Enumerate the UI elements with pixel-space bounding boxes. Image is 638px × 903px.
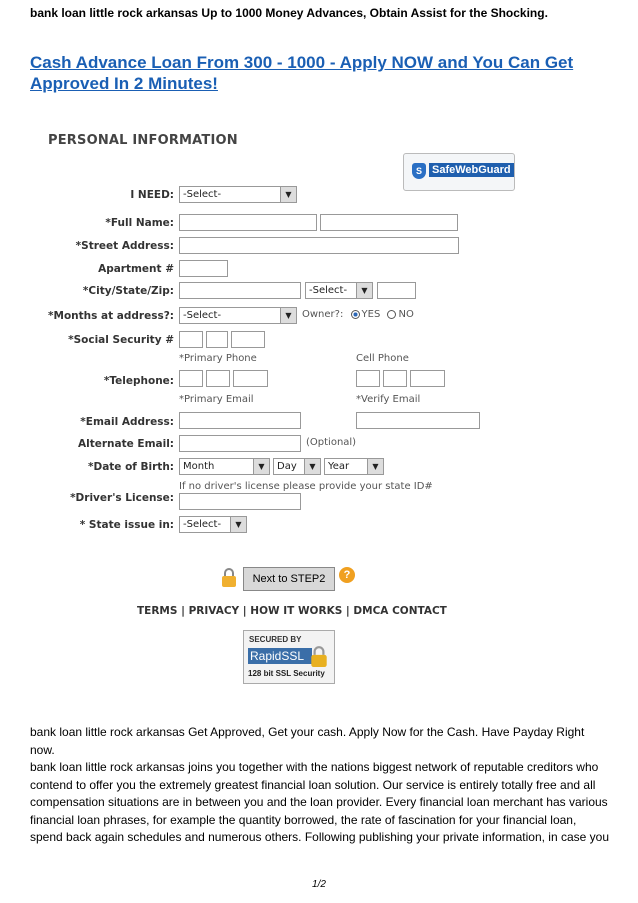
ssl-strength: 128 bit SSL Security [248,669,325,678]
optional-hint: (Optional) [306,437,357,448]
city-input[interactable] [179,282,301,299]
need-select-value: -Select- [183,189,222,200]
ssn-part3-input[interactable] [231,331,265,348]
safewebguard-badge [403,153,515,191]
headline-link[interactable]: Cash Advance Loan From 300 - 1000 - Apply NOW and You Can Get Approved In 2 Minutes! [30,53,574,93]
owner-group [302,309,414,320]
phone-line-input[interactable] [233,370,268,387]
owner-no-label: NO [398,309,414,320]
cell-prefix-input[interactable] [383,370,407,387]
phone-prefix-input[interactable] [206,370,230,387]
street-input[interactable] [179,237,459,254]
terms-link[interactable]: TERMS [137,605,178,617]
chevron-down-icon: ▼ [356,283,372,298]
apartment-label: Apartment # [98,263,174,275]
dob-day-select[interactable] [273,458,321,475]
page-header-text: bank loan little rock arkansas Up to 1000 Money Advances, Obtain Assist for the Shocking. [30,6,548,20]
next-step-button[interactable]: Next to STEP2 [243,567,335,591]
article-body [30,724,612,847]
primary-email-hint: *Primary Email [179,394,254,405]
dob-day-value: Day [277,461,297,472]
license-hint: If no driver's license please provide your state ID# [179,481,433,492]
ssl-secured-by: SECURED BY [249,635,302,644]
chevron-down-icon: ▼ [230,517,246,532]
alt-email-label: Alternate Email: [78,438,174,450]
dob-year-select[interactable] [324,458,384,475]
section-title: PERSONAL INFORMATION [48,133,238,148]
owner-yes-label: YES [361,309,381,320]
how-it-works-link[interactable]: HOW IT WORKS [250,605,343,617]
ssn-part1-input[interactable] [179,331,203,348]
dob-label: *Date of Birth: [88,461,174,473]
ssn-label: *Social Security # [68,334,174,346]
state-issue-select[interactable] [179,516,247,533]
state-issue-label: * State issue in: [79,519,174,531]
verify-email-hint: *Verify Email [356,394,421,405]
owner-yes-radio[interactable] [351,310,360,319]
telephone-label: *Telephone: [103,375,174,387]
last-name-input[interactable] [320,214,458,231]
alt-email-input[interactable] [179,435,301,452]
padlock-icon [310,645,328,667]
dob-month-select[interactable] [179,458,270,475]
street-label: *Street Address: [75,240,174,252]
page-number: 1/2 [312,879,326,890]
first-name-input[interactable] [179,214,317,231]
cell-area-input[interactable] [356,370,380,387]
owner-no-radio[interactable] [387,310,396,319]
state-select-value: -Select- [309,285,348,296]
primary-phone-hint: *Primary Phone [179,353,257,364]
loan-form-image [40,118,520,708]
lock-icon [221,567,237,587]
chevron-down-icon: ▼ [367,459,383,474]
apartment-input[interactable] [179,260,228,277]
privacy-link[interactable]: PRIVACY [188,605,240,617]
chevron-down-icon: ▼ [253,459,269,474]
city-label: *City/State/Zip: [82,285,174,297]
badge-label: SafeWebGuard [429,163,514,177]
phone-area-input[interactable] [179,370,203,387]
license-input[interactable] [179,493,301,510]
paragraph: bank loan little rock arkansas Get Approved, Get your cash. Apply Now for the Cash. Have Payday Right now. [30,725,585,757]
zip-input[interactable] [377,282,416,299]
need-label: I NEED: [130,189,174,201]
chevron-down-icon: ▼ [280,308,296,323]
dob-year-value: Year [328,461,350,472]
cell-line-input[interactable] [410,370,445,387]
license-label: *Driver's License: [70,492,174,504]
need-select[interactable] [179,186,297,203]
state-issue-value: -Select- [183,519,222,530]
verify-email-input[interactable] [356,412,480,429]
chevron-down-icon: ▼ [280,187,296,202]
state-select[interactable] [305,282,373,299]
cell-phone-hint: Cell Phone [356,353,409,364]
email-label: *Email Address: [80,416,174,428]
rapidssl-seal [243,630,335,684]
paragraph: bank loan little rock arkansas joins you together with the nations biggest network of reputable creditors who contend to offer you the extremely greatest financial loan solution. Our service is entirely totally free and all compensation situations are in between you and the loan provider. Every financial loan merchant has various financial loan phrases, for example the quantity borrowed, the rate of fascination for your financial loan, spend back again schedules and numerous others. Following publishing your private information, in case you [30,760,610,844]
email-input[interactable] [179,412,301,429]
months-label: *Months at address?: [48,310,174,322]
months-select-value: -Select- [183,310,222,321]
help-icon[interactable]: ? [339,567,355,583]
shield-icon: S [412,163,426,179]
months-select[interactable] [179,307,297,324]
dmca-contact-link[interactable]: DMCA CONTACT [353,605,447,617]
ssn-part2-input[interactable] [206,331,228,348]
dob-month-value: Month [183,461,215,472]
ssl-brand: RapidSSL [248,648,312,664]
full-name-label: *Full Name: [105,217,174,229]
chevron-down-icon: ▼ [304,459,320,474]
footer-links: TERMS | PRIVACY | HOW IT WORKS | DMCA CONTACT [137,605,447,617]
owner-label: Owner?: [302,309,344,320]
